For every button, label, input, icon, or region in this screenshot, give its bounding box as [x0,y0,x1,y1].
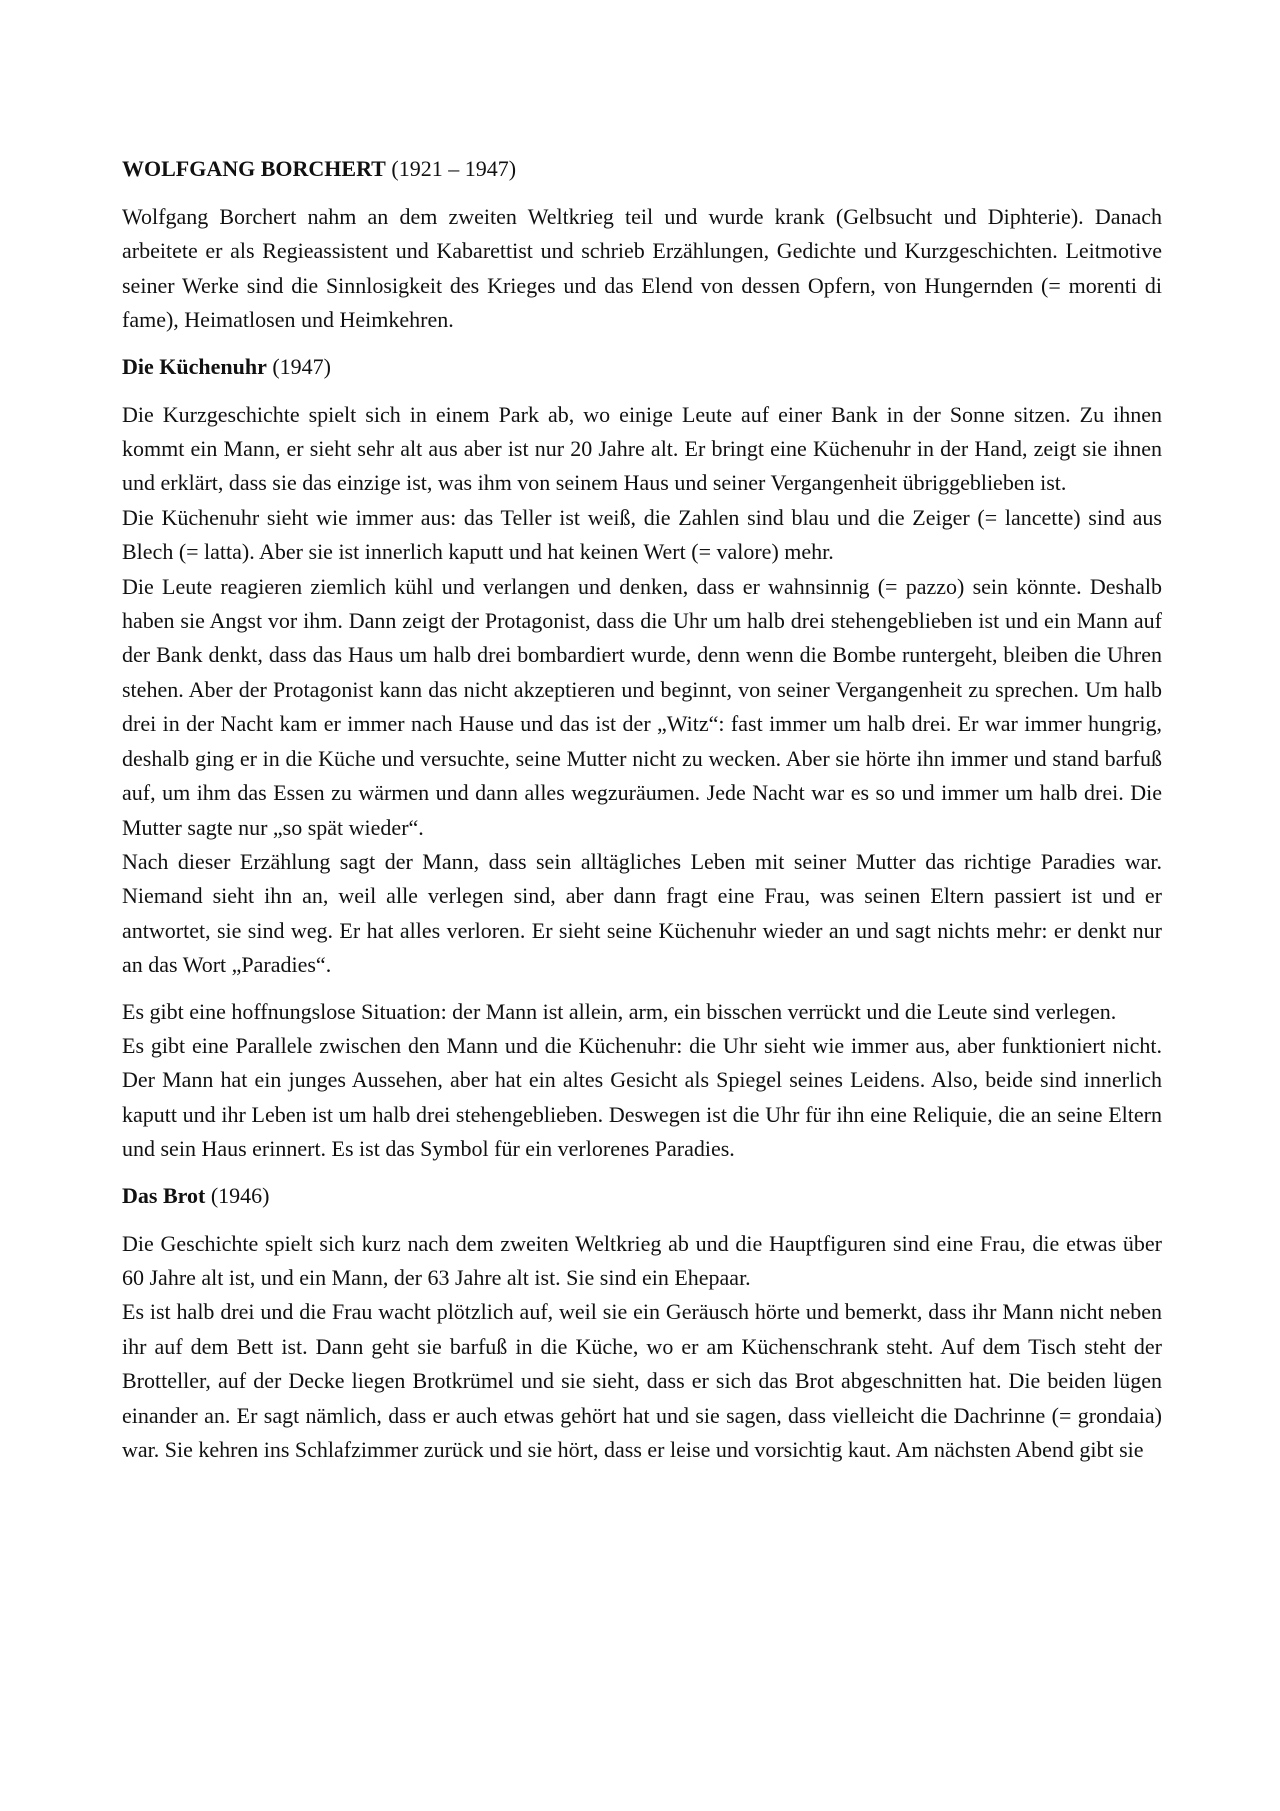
paragraph: Es gibt eine hoffnungslose Situation: der Mann ist allein, arm, ein bisschen verrückt und die Leute sind verlegen. [122,998,1117,1024]
section-heading-brot [122,1179,1162,1213]
section-title: Das Brot [122,1182,206,1208]
paragraph: Die Kurzgeschichte spielt sich in einem Park ab, wo einige Leute auf einer Bank in der Sonne sitzen. Zu ihnen kommt ein Mann, er sieht sehr alt aus aber ist nur 20 Jahre alt. Er bringt eine Küchenuhr in der Hand, zeigt sie ihnen und erklärt, dass sie das einzige ist, was ihm von seinem Haus und seiner Vergangenheit übriggeblieben ist. [122,401,1162,496]
document-page [122,152,1162,1467]
paragraph: Die Leute reagieren ziemlich kühl und verlangen und denken, dass er wahnsinnig (= pazzo) sein könnte. Deshalb haben sie Angst vor ihm. Dann zeigt der Protagonist, dass die Uhr um halb drei stehengeblieben ist und ein Mann auf der Bank denkt, dass das Haus um halb drei bombardiert wurde, denn wenn die Bombe runtergeht, bleiben die Uhren stehen. Aber der Protagonist kann das nicht akzeptieren und beginnt, von seiner Vergangenheit zu sprechen. Um halb drei in der Nacht kam er immer nach Hause und das ist der „Witz“: fast immer um halb drei. Er war immer hungrig, deshalb ging er in die Küche und versuchte, seine Mutter nicht zu wecken. Aber sie hörte ihn immer und stand barfuß auf, um ihm das Essen zu wärmen und dann alles wegzuräumen. Jede Nacht war es so und immer um halb drei. Die Mutter sagte nur „so spät wieder“. [122,573,1162,840]
section-years: (1947) [272,353,332,379]
section-title: Die Küchenuhr [122,353,267,379]
paragraph: Es gibt eine Parallele zwischen den Mann und die Küchenuhr: die Uhr sieht wie immer aus, aber funktioniert nicht. Der Mann hat ein junges Aussehen, aber hat ein altes Gesicht als Spiegel seines Leidens. Also, beide sind innerlich kaputt und ihr Leben ist um halb drei stehengeblieben. Deswegen ist die Uhr für ihn eine Reliquie, die an seine Eltern und sein Haus erinnert. Es ist das Symbol für ein verlorenes Paradies. [122,1032,1162,1162]
section-heading-borchert [122,152,1162,186]
paragraph: Nach dieser Erzählung sagt der Mann, dass sein alltägliches Leben mit seiner Mutter das richtige Paradies war. Niemand sieht ihn an, weil alle verlegen sind, aber dann fragt eine Frau, was seinen Eltern passiert ist und er antwortet, sie sind weg. Er hat alles verloren. Er sieht seine Küchenuhr wieder an und sagt nichts mehr: er denkt nur an das Wort „Paradies“. [122,848,1162,978]
section-heading-kuechenuhr [122,350,1162,384]
section-years: (1946) [210,1182,270,1208]
paragraph: Die Geschichte spielt sich kurz nach dem zweiten Weltkrieg ab und die Hauptfiguren sind eine Frau, die etwas über 60 Jahre alt ist, und ein Mann, der 63 Jahre alt ist. Sie sind ein Ehepaar. [122,1230,1162,1290]
section-title: WOLFGANG BORCHERT [122,156,386,181]
section-years: (1921 – 1947) [391,156,517,181]
paragraph: Die Küchenuhr sieht wie immer aus: das Teller ist weiß, die Zahlen sind blau und die Zeiger (= lancette) sind aus Blech (= latta). Aber sie ist innerlich kaputt und hat keinen Wert (= valore) mehr. [122,504,1162,565]
paragraph: Es ist halb drei und die Frau wacht plötzlich auf, weil sie ein Geräusch hörte und bemerkt, dass ihr Mann nicht neben ihr auf dem Bett ist. Dann geht sie barfuß in die Küche, wo er am Küchenschrank steht. Auf dem Tisch steht der Brotteller, auf der Decke liegen Brotkrümel und sie sieht, dass er sich das Brot abgeschnitten hat. Die beiden lügen einander an. Er sagt nämlich, dass er auch etwas gehört hat und sie sagen, dass vielleicht die Dachrinne (= grondaia) war. Sie kehren ins Schlafzimmer zurück und sie hört, dass er leise und vorsichtig kaut. Am nächsten Abend gibt sie [122,1299,1162,1462]
paragraph: Wolfgang Borchert nahm an dem zweiten Weltkrieg teil und wurde krank (Gelbsucht und Diphterie). Danach arbeitete er als Regieassistent und Kabarettist und schrieb Erzählungen, Gedichte und Kurzgeschichten. Leitmotive seiner Werke sind die Sinnlosigkeit des Krieges und das Elend von dessen Opfern, von Hungernden (= morenti di fame), Heimatlosen und Heimkehren. [122,204,1162,333]
